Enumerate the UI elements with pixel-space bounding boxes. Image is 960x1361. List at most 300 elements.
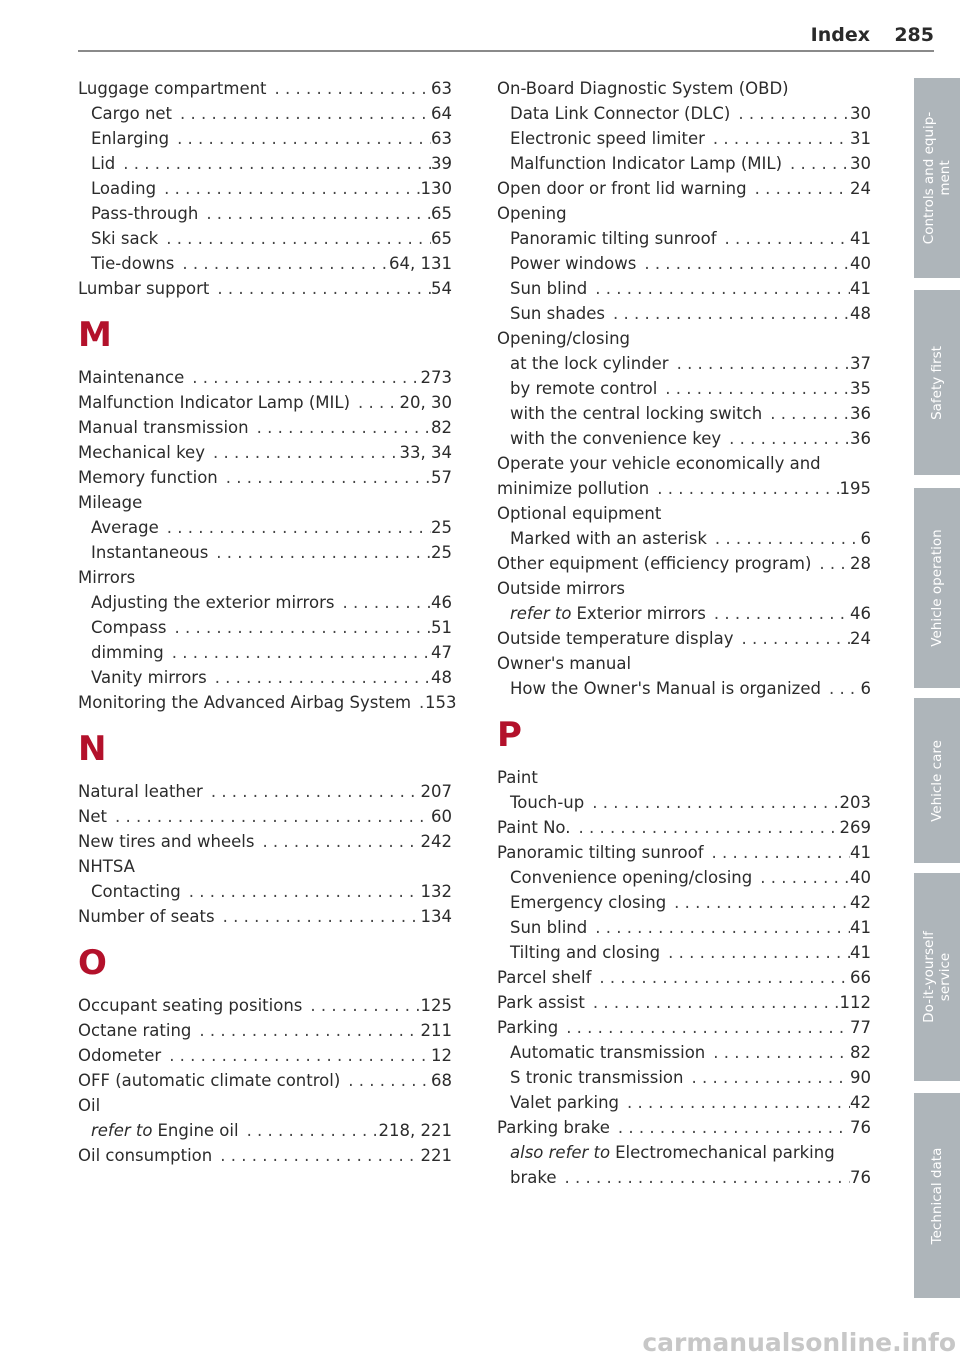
index-page-reference: 12 xyxy=(431,1046,452,1065)
index-entry xyxy=(78,690,457,715)
index-entry-label: Electromechanical parking xyxy=(615,1143,835,1162)
dot-leader xyxy=(705,126,850,151)
dot-leader xyxy=(605,301,850,326)
index-page-reference: 68 xyxy=(431,1071,452,1090)
index-page-reference: 76 xyxy=(850,1168,871,1187)
index-page-reference: 76 xyxy=(850,1118,871,1137)
index-entry xyxy=(78,465,452,490)
index-entry-label: Other equipment (efficiency program) xyxy=(497,554,812,573)
index-subentry xyxy=(497,940,871,965)
dot-leader xyxy=(610,1115,850,1140)
index-entry-label: Sun blind xyxy=(510,279,588,298)
index-entry-heading xyxy=(497,576,871,601)
index-page-reference: 132 xyxy=(420,882,452,901)
index-subentry xyxy=(497,1065,871,1090)
index-entry xyxy=(497,965,871,990)
index-entry-label: Number of seats xyxy=(78,907,215,926)
index-subentry xyxy=(497,676,871,701)
index-entry xyxy=(497,626,871,651)
dot-leader xyxy=(558,1015,850,1040)
chapter-tab xyxy=(914,78,960,278)
index-entry xyxy=(78,1018,452,1043)
index-subentry xyxy=(497,101,871,126)
index-entry-label: Convenience opening/closing xyxy=(510,868,753,887)
index-entry-label: Net xyxy=(78,807,107,826)
index-entry-label: Ski sack xyxy=(91,229,159,248)
index-column-left xyxy=(78,76,457,1168)
index-entry-label: refer to Exterior mirrors xyxy=(510,604,706,623)
index-column-right xyxy=(497,76,871,1190)
index-page-reference: 46 xyxy=(431,593,452,612)
index-subentry xyxy=(497,126,871,151)
dot-leader xyxy=(747,176,850,201)
index-entry-label: Outside temperature display xyxy=(497,629,734,648)
index-subentry xyxy=(78,126,452,151)
index-subentry xyxy=(497,226,871,251)
dot-leader xyxy=(704,840,850,865)
dot-leader xyxy=(191,1018,420,1043)
dot-leader xyxy=(203,779,421,804)
index-page-reference: 30 xyxy=(850,154,871,173)
index-page-reference: 242 xyxy=(420,832,452,851)
index-entry-label: Adjusting the exterior mirrors xyxy=(91,593,335,612)
index-page-reference: 218, 221 xyxy=(378,1121,452,1140)
index-entry xyxy=(78,804,452,829)
index-subentry xyxy=(78,615,452,640)
index-entry-label: Lid xyxy=(91,154,116,173)
dot-leader xyxy=(205,440,400,465)
index-subentry xyxy=(497,401,871,426)
dot-leader xyxy=(158,226,431,251)
dot-leader xyxy=(721,426,850,451)
dot-leader xyxy=(184,365,420,390)
dot-leader xyxy=(302,993,420,1018)
index-page-reference: 207 xyxy=(420,782,452,801)
index-entry-label: Monitoring the Advanced Airbag System xyxy=(78,693,412,712)
index-entry xyxy=(497,840,871,865)
index-entry-label: Compass xyxy=(91,618,167,637)
index-page-reference: 125 xyxy=(420,996,452,1015)
index-subentry xyxy=(78,151,452,176)
index-entry-label: Pass-through xyxy=(91,204,199,223)
index-entry-label: Parcel shelf xyxy=(497,968,592,987)
index-page-reference: 64 xyxy=(431,104,452,123)
index-page-reference: 36 xyxy=(850,429,871,448)
index-page-reference: 20, 30 xyxy=(399,393,452,412)
index-letter-heading: O xyxy=(78,943,107,983)
index-page-reference: 46 xyxy=(850,604,871,623)
index-entry-label: Mirrors xyxy=(78,568,136,587)
index-entry-label: Loading xyxy=(91,179,157,198)
index-letter-heading: N xyxy=(78,729,107,769)
index-page-reference: 24 xyxy=(850,629,871,648)
index-entry xyxy=(78,829,452,854)
index-entry-label: Cargo net xyxy=(91,104,173,123)
index-entry xyxy=(78,365,452,390)
index-page-reference: 195 xyxy=(839,479,871,498)
index-page-reference: 65 xyxy=(431,204,452,223)
index-page-reference: 51 xyxy=(431,618,452,637)
header-rule xyxy=(78,50,934,52)
index-page-reference: 134 xyxy=(420,907,452,926)
index-entry xyxy=(78,76,452,101)
index-page-reference: 203 xyxy=(839,793,871,812)
index-entry-label: brake xyxy=(510,1168,557,1187)
index-entry-label: How the Owner's Manual is organized xyxy=(510,679,821,698)
index-subentry xyxy=(78,515,452,540)
index-page-reference: 28 xyxy=(850,554,871,573)
index-entry-heading xyxy=(497,1140,871,1165)
index-page-reference: 211 xyxy=(420,1021,452,1040)
index-entry-label: Panoramic tilting sunroof xyxy=(497,843,704,862)
index-page-reference: 48 xyxy=(850,304,871,323)
index-subentry xyxy=(497,301,871,326)
index-entry-label: Power windows xyxy=(510,254,637,273)
index-entry-label: Average xyxy=(91,518,159,537)
dot-leader xyxy=(669,351,850,376)
index-subentry xyxy=(78,226,452,251)
index-page-reference: 269 xyxy=(839,818,871,837)
dot-leader xyxy=(752,865,850,890)
index-entry-label: Electronic speed limiter xyxy=(510,129,705,148)
index-page-reference: 41 xyxy=(850,279,871,298)
index-entry-label: Panoramic tilting sunroof xyxy=(510,229,717,248)
index-entry xyxy=(78,415,452,440)
cross-reference-prefix: refer to xyxy=(510,604,572,623)
dot-leader xyxy=(717,226,850,251)
index-subentry xyxy=(497,151,871,176)
index-subentry xyxy=(497,276,871,301)
index-page-reference: 77 xyxy=(850,1018,871,1037)
index-entry-label: Contacting xyxy=(91,882,181,901)
index-entry-heading xyxy=(497,451,871,476)
index-page-reference: 40 xyxy=(850,868,871,887)
index-entry-label: Enlarging xyxy=(91,129,170,148)
index-entry-label: Data Link Connector (DLC) xyxy=(510,104,731,123)
index-entry-label: Vanity mirrors xyxy=(91,668,207,687)
index-entry-heading xyxy=(497,501,871,526)
index-entry-heading xyxy=(497,765,871,790)
index-entry-label: minimize pollution xyxy=(497,479,650,498)
index-page-reference: 221 xyxy=(420,1146,452,1165)
dot-leader xyxy=(821,676,861,701)
dot-leader xyxy=(161,1043,431,1068)
dot-leader xyxy=(811,551,850,576)
chapter-tab xyxy=(914,290,960,475)
index-page-reference: 66 xyxy=(850,968,871,987)
index-entry-label: Natural leather xyxy=(78,782,203,801)
index-entry-label: Manual transmission xyxy=(78,418,249,437)
dot-leader xyxy=(734,626,850,651)
index-entry-label: Sun blind xyxy=(510,918,588,937)
dot-leader xyxy=(782,151,850,176)
index-subentry xyxy=(497,1090,871,1115)
index-entry-label: dimming xyxy=(91,643,164,662)
index-entry-heading xyxy=(497,76,871,101)
index-entry-label: Occupant seating positions xyxy=(78,996,303,1015)
cross-reference-prefix: refer to xyxy=(91,1121,153,1140)
index-entry-label: Park assist xyxy=(497,993,585,1012)
index-entry xyxy=(78,1068,452,1093)
header-page-number: 285 xyxy=(894,24,934,46)
dot-leader xyxy=(169,126,431,151)
index-entry-label: Emergency closing xyxy=(510,893,667,912)
dot-leader xyxy=(660,940,850,965)
index-entry-label: Octane rating xyxy=(78,1021,192,1040)
dot-leader xyxy=(585,990,840,1015)
index-entry xyxy=(78,904,452,929)
index-page-reference: 41 xyxy=(850,843,871,862)
index-entry-heading xyxy=(497,651,871,676)
index-entry xyxy=(78,440,452,465)
index-page-reference: 39 xyxy=(431,154,452,173)
index-page-reference: 33, 34 xyxy=(399,443,452,462)
index-entry xyxy=(497,551,871,576)
dot-leader xyxy=(115,151,431,176)
chapter-tab xyxy=(914,698,960,863)
index-entry-label: Valet parking xyxy=(510,1093,620,1112)
dot-leader xyxy=(666,890,850,915)
index-page-reference: 6 xyxy=(860,529,871,548)
dot-leader xyxy=(730,101,850,126)
index-page-reference: 63 xyxy=(431,129,452,148)
chapter-tab-label: Vehicle care xyxy=(929,739,945,822)
index-page-reference: 64, 131 xyxy=(389,254,452,273)
index-page-reference: 82 xyxy=(431,418,452,437)
index-entry-label: Mechanical key xyxy=(78,443,205,462)
index-subentry xyxy=(497,915,871,940)
index-page-reference: 25 xyxy=(431,518,452,537)
index-entry-label: Paint No. xyxy=(497,818,571,837)
index-entry xyxy=(78,276,452,301)
index-subentry xyxy=(497,865,871,890)
index-subentry xyxy=(497,890,871,915)
dot-leader xyxy=(657,376,850,401)
chapter-tab-label: Safety first xyxy=(929,345,945,420)
dot-leader xyxy=(350,390,400,415)
dot-leader xyxy=(239,1118,379,1143)
index-subentry xyxy=(497,351,871,376)
chapter-tab-label: Do-it-yourself service xyxy=(921,931,953,1023)
index-entry-label: with the central locking switch xyxy=(510,404,763,423)
index-entry-label: Instantaneous xyxy=(91,543,209,562)
index-entry-label: Oil consumption xyxy=(78,1146,213,1165)
dot-leader xyxy=(156,176,420,201)
index-page-reference: 36 xyxy=(850,404,871,423)
index-entry-label: Luggage compartment xyxy=(78,79,267,98)
index-subentry xyxy=(497,601,871,626)
dot-leader xyxy=(636,251,850,276)
dot-leader xyxy=(706,601,850,626)
index-subentry xyxy=(497,1040,871,1065)
index-entry xyxy=(497,1115,871,1140)
dot-leader xyxy=(707,526,861,551)
index-page-reference: 112 xyxy=(839,993,871,1012)
index-subentry xyxy=(497,376,871,401)
index-page-reference: 54 xyxy=(431,279,452,298)
dot-leader xyxy=(181,879,421,904)
index-page-reference: 60 xyxy=(431,807,452,826)
dot-leader xyxy=(705,1040,850,1065)
dot-leader xyxy=(166,615,431,640)
index-letter-heading: M xyxy=(78,315,112,355)
index-subentry xyxy=(497,790,871,815)
chapter-tab-label: Controls and equip- ment xyxy=(921,111,953,245)
dot-leader xyxy=(207,665,431,690)
index-page-reference: 40 xyxy=(850,254,871,273)
index-entry-heading xyxy=(78,1093,452,1118)
index-subentry xyxy=(497,1165,871,1190)
index-entry xyxy=(497,176,871,201)
index-entry-label: Oil xyxy=(78,1096,101,1115)
index-subentry xyxy=(78,640,452,665)
chapter-tab-label: Technical data xyxy=(929,1147,945,1244)
index-entry-label: with the convenience key xyxy=(510,429,722,448)
dot-leader xyxy=(340,1068,431,1093)
dot-leader xyxy=(218,465,431,490)
index-entry-label: Lumbar support xyxy=(78,279,210,298)
index-entry-heading xyxy=(497,326,871,351)
dot-leader xyxy=(209,276,431,301)
dot-leader xyxy=(198,201,431,226)
index-page-reference: 35 xyxy=(850,379,871,398)
dot-leader xyxy=(254,829,420,854)
dot-leader xyxy=(107,804,431,829)
index-page-reference: 90 xyxy=(850,1068,871,1087)
dot-leader xyxy=(208,540,431,565)
dot-leader xyxy=(215,904,421,929)
index-entry xyxy=(78,779,452,804)
index-subentry xyxy=(497,426,871,451)
dot-leader xyxy=(557,1165,851,1190)
index-page-reference: 130 xyxy=(420,179,452,198)
index-entry-label: On-Board Diagnostic System (OBD) xyxy=(497,79,789,98)
index-entry xyxy=(497,815,871,840)
index-entry-label: Outside mirrors xyxy=(497,579,626,598)
index-entry-label: Maintenance xyxy=(78,368,185,387)
index-entry-label: Automatic transmission xyxy=(510,1043,706,1062)
index-subentry xyxy=(78,590,452,615)
index-subentry xyxy=(78,879,452,904)
index-subentry xyxy=(497,251,871,276)
index-page-reference: 57 xyxy=(431,468,452,487)
dot-leader xyxy=(159,515,431,540)
index-subentry xyxy=(78,101,452,126)
chapter-tab xyxy=(914,1093,960,1298)
dot-leader xyxy=(249,415,431,440)
index-entry xyxy=(78,993,452,1018)
index-page-reference: 30 xyxy=(850,104,871,123)
cross-reference-prefix: also refer to xyxy=(510,1143,611,1162)
index-entry-label: NHTSA xyxy=(78,857,135,876)
watermark: carmanualsonline.info xyxy=(642,1328,956,1357)
index-entry-label: Parking xyxy=(497,1018,559,1037)
index-page-reference: 82 xyxy=(850,1043,871,1062)
index-entry-label: Mileage xyxy=(78,493,143,512)
index-entry-heading xyxy=(497,201,871,226)
index-page-reference: 153 xyxy=(425,693,457,712)
index-page-reference: 48 xyxy=(431,668,452,687)
index-entry xyxy=(497,476,871,501)
index-page-reference: 41 xyxy=(850,943,871,962)
index-entry-label: Memory function xyxy=(78,468,218,487)
index-entry-label: Odometer xyxy=(78,1046,162,1065)
index-entry-label: Parking brake xyxy=(497,1118,610,1137)
dot-leader xyxy=(587,915,850,940)
index-page-reference: 47 xyxy=(431,643,452,662)
dot-leader xyxy=(411,690,425,715)
index-subentry xyxy=(78,1118,452,1143)
index-entry-label: Marked with an asterisk xyxy=(510,529,707,548)
index-entry-label: Tilting and closing xyxy=(510,943,661,962)
dot-leader xyxy=(174,251,389,276)
dot-leader xyxy=(164,640,431,665)
index-entry-label: Sun shades xyxy=(510,304,606,323)
index-entry-label: Tie-downs xyxy=(91,254,175,273)
index-entry xyxy=(497,990,871,1015)
index-entry-label: Malfunction Indicator Lamp (MIL) xyxy=(510,154,783,173)
index-page-reference: 41 xyxy=(850,918,871,937)
index-letter-heading: P xyxy=(497,715,522,755)
index-entry-label: refer to Engine oil xyxy=(91,1121,239,1140)
index-page-reference: 25 xyxy=(431,543,452,562)
index-subentry xyxy=(78,665,452,690)
header-title: Index xyxy=(810,24,870,46)
chapter-tab-label: Vehicle operation xyxy=(929,529,945,647)
dot-leader xyxy=(172,101,431,126)
index-subentry xyxy=(497,526,871,551)
dot-leader xyxy=(619,1090,850,1115)
dot-leader xyxy=(584,790,839,815)
index-entry-label: Opening/closing xyxy=(497,329,631,348)
index-page-reference: 42 xyxy=(850,1093,871,1112)
index-entry-label: Optional equipment xyxy=(497,504,662,523)
index-subentry xyxy=(78,201,452,226)
index-page-reference: 37 xyxy=(850,354,871,373)
index-page-reference: 273 xyxy=(420,368,452,387)
dot-leader xyxy=(649,476,839,501)
page-header xyxy=(78,0,934,52)
index-page-reference: 42 xyxy=(850,893,871,912)
dot-leader xyxy=(334,590,431,615)
index-page-reference: 65 xyxy=(431,229,452,248)
index-subentry xyxy=(78,176,452,201)
dot-leader xyxy=(762,401,850,426)
index-entry-label: New tires and wheels xyxy=(78,832,255,851)
dot-leader xyxy=(683,1065,850,1090)
index-entry xyxy=(497,1015,871,1040)
index-subentry xyxy=(78,251,452,276)
index-entry-label: Owner's manual xyxy=(497,654,632,673)
index-page-reference: 63 xyxy=(431,79,452,98)
index-entry-label: Malfunction Indicator Lamp (MIL) xyxy=(78,393,351,412)
index-entry-label: Opening xyxy=(497,204,567,223)
chapter-tab xyxy=(914,873,960,1081)
index-page-reference: 41 xyxy=(850,229,871,248)
index-entry-label: Operate your vehicle economically and xyxy=(497,454,821,473)
index-entry-heading xyxy=(78,854,452,879)
index-page-reference: 31 xyxy=(850,129,871,148)
dot-leader xyxy=(587,276,850,301)
index-entry xyxy=(78,1143,452,1168)
dot-leader xyxy=(212,1143,420,1168)
index-entry-label: by remote control xyxy=(510,379,658,398)
index-page-reference: 24 xyxy=(850,179,871,198)
dot-leader xyxy=(267,76,431,101)
index-entry-label: OFF (automatic climate control) xyxy=(78,1071,341,1090)
index-entry-label: at the lock cylinder xyxy=(510,354,669,373)
index-entry xyxy=(78,1043,452,1068)
